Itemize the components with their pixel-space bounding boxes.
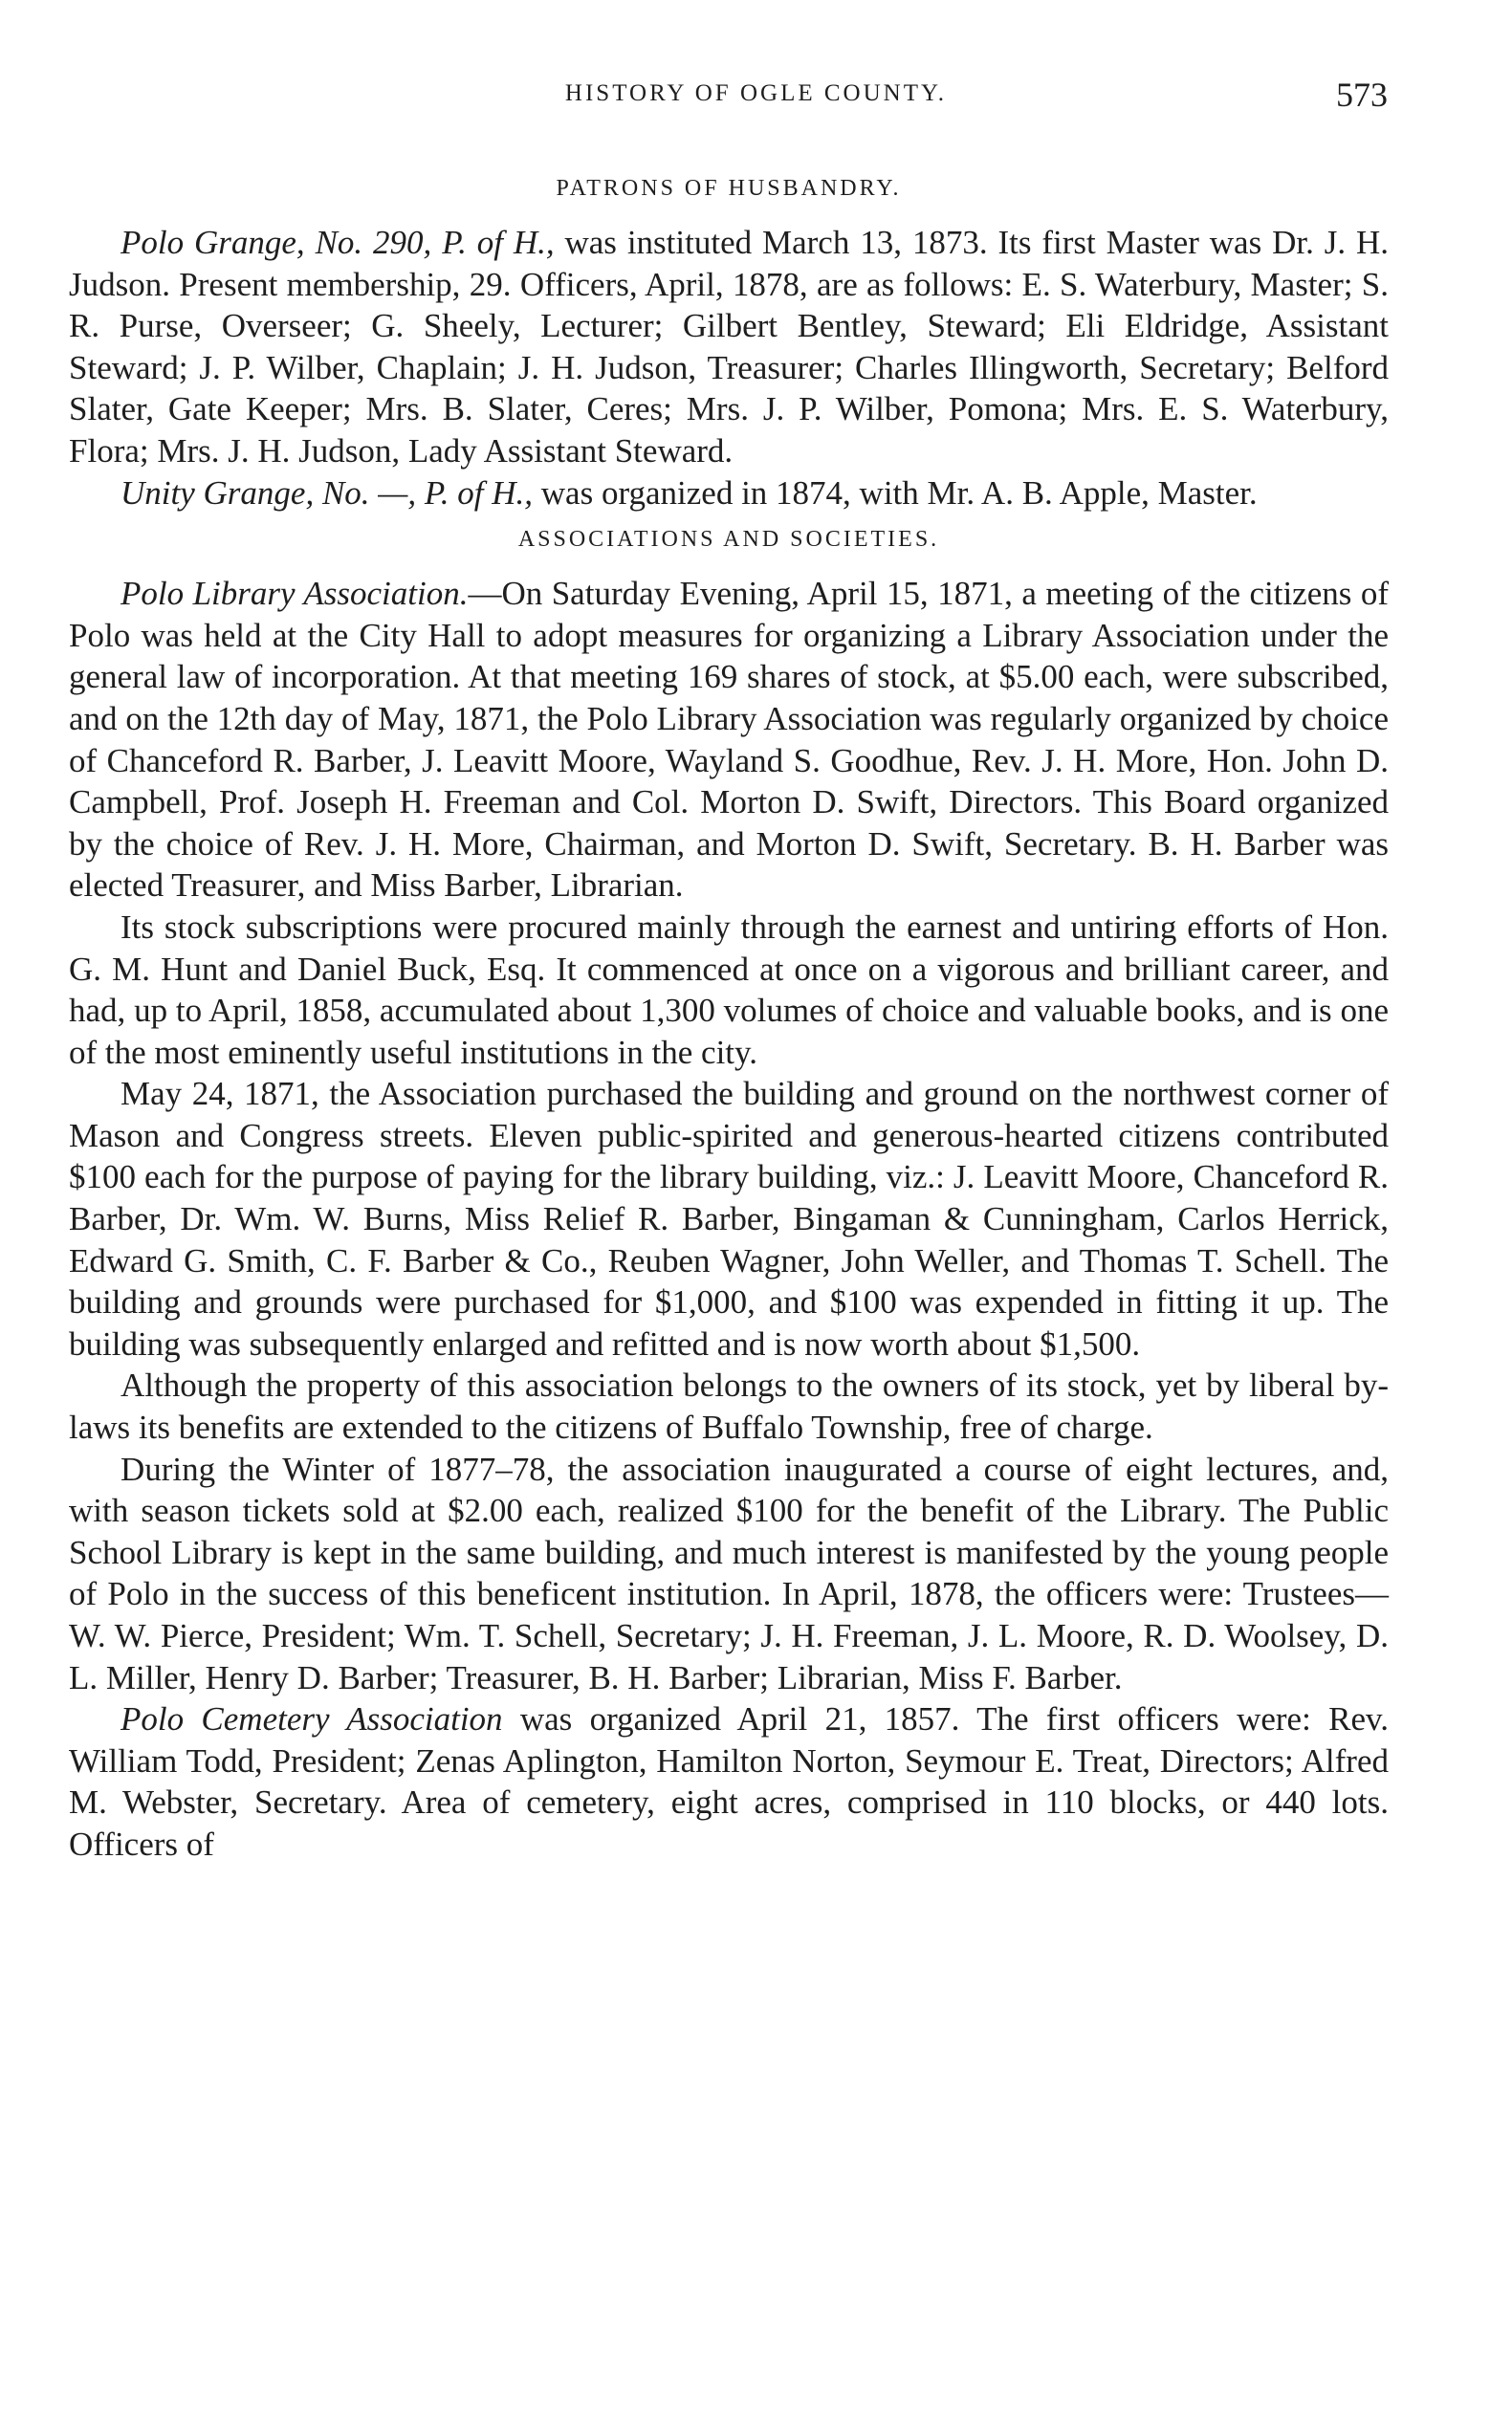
paragraph-polo-library-association	[69, 573, 1389, 907]
polo-cemetery-association-title: Polo Cemetery Association	[121, 1700, 503, 1739]
section-heading-patrons-of-husbandry: PATRONS OF HUSBANDRY.	[556, 176, 902, 201]
polo-grange-text: was instituted March 13, 1873. Its first Master was Dr. J. H. Judson. Present membership, 29. Officers, April, 1878, are as follows: E. S. Waterbury, Master; S. R. Purse, Overseer; G. Sheely, Lecturer; Gilbert Bentley, Steward; Eli Eldridge, Assistant Steward; J. P. Wilber, Chaplain; J. H. Judson, Treasurer; Charles Illingworth, Secretary; Belford Slater, Gate Keeper; Mrs. B. Slater, Ceres; Mrs. J. P. Wilber, Pomona; Mrs. E. S. Waterbury, Flora; Mrs. J. H. Judson, Lady Assistant Steward.	[69, 224, 1390, 470]
unity-grange-title: Unity Grange, No. —, P. of H.,	[121, 473, 534, 512]
polo-library-association-text: —On Saturday Evening, April 15, 1871, a meeting of the citizens of Polo was held at the City Hall to adopt measures for organizing a Library Association under the general law of incorporation. At that meeting 169 shares of stock, at $5.00 each, were subscribed, and on the 12th day of May, 1871, the Polo Library Association was regularly organized by choice of Chanceford R. Barber, J. Leavitt Moore, Wayland S. Goodhue, Rev. J. H. More, Hon. John D. Campbell, Prof. Joseph H. Freeman and Col. Morton D. Swift, Directors. This Board organized by the choice of Rev. J. H. More, Chairman, and Morton D. Swift, Secretary. B. H. Barber was elected Treasurer, and Miss Barber, Librarian.	[69, 575, 1389, 905]
page-number: 573	[1336, 76, 1388, 114]
paragraph-unity-grange	[69, 472, 1389, 514]
running-head	[0, 75, 1512, 122]
paragraph-polo-grange	[69, 222, 1389, 472]
paragraph-building-purchase: May 24, 1871, the Association purchased the building and ground on the northwest corner of Mason and Congress streets. Eleven public-spirited and generous-hearted citizens contributed $100 each for the purpose of paying for the library building, viz.: J. Leavitt Moore, Chanceford R. Barber, Dr. Wm. W. Burns, Miss Relief R. Barber, Bingaman & Cunningham, Carlos Herrick, Edward G. Smith, C. F. Barber & Co., Reuben Wagner, John Weller, and Thomas T. Schell. The building and grounds were purchased for $1,000, and $100 was expended in fitting it up. The building was subsequently enlarged and refitted and is now worth about $1,500.	[69, 1075, 1389, 1363]
running-title: HISTORY OF OGLE COUNTY.	[564, 80, 948, 106]
body-text	[69, 163, 1389, 1866]
polo-grange-title: Polo Grange, No. 290, P. of H.,	[121, 224, 555, 261]
paragraph-polo-cemetery-association	[69, 1698, 1389, 1865]
paragraph-property-ownership: Although the property of this association belongs to the owners of its stock, yet by liberal by-laws its benefits are extended to the citizens of Buffalo Township, free of charge.	[69, 1367, 1389, 1447]
unity-grange-text: was organized in 1874, with Mr. A. B. Apple, Master.	[533, 473, 1258, 512]
paragraph-stock-subscriptions: Its stock subscriptions were procured mainly through the earnest and untiring efforts of Hon. G. M. Hunt and Daniel Buck, Esq. It commenced at once on a vigorous and brilliant career, and had, up to April, 1858, accumulated about 1,300 volumes of choice and valuable books, and is one of the most eminently useful institutions in the city.	[69, 908, 1389, 1071]
polo-library-association-title: Polo Library Association.	[121, 575, 469, 613]
polo-cemetery-association-text: was organized April 21, 1857. The first officers were: Rev. William Todd, President; Zenas Aplington, Hamilton Norton, Seymour E. Treat, Directors; Alfred M. Webster, Secretary. Area of cemetery, eight acres, comprised in 110 blocks, or 440 lots. Officers of	[69, 1700, 1389, 1863]
section-heading-associations-and-societies: ASSOCIATIONS AND SOCIETIES.	[517, 527, 940, 553]
paragraph-winter-lectures: During the Winter of 1877–78, the association inaugurated a course of eight lectures, and, with season tickets sold at $2.00 each, realized $100 for the benefit of the Library. The Public School Library is kept in the same building, and much interest is manifested by the young people of Polo in the success of this beneficent institution. In April, 1878, the officers were: Trustees—W. W. Pierce, President; Wm. T. Schell, Secretary; J. H. Freeman, J. L. Moore, R. D. Woolsey, D. L. Miller, Henry D. Barber; Treasurer, B. H. Barber; Librarian, Miss F. Barber.	[69, 1450, 1389, 1696]
